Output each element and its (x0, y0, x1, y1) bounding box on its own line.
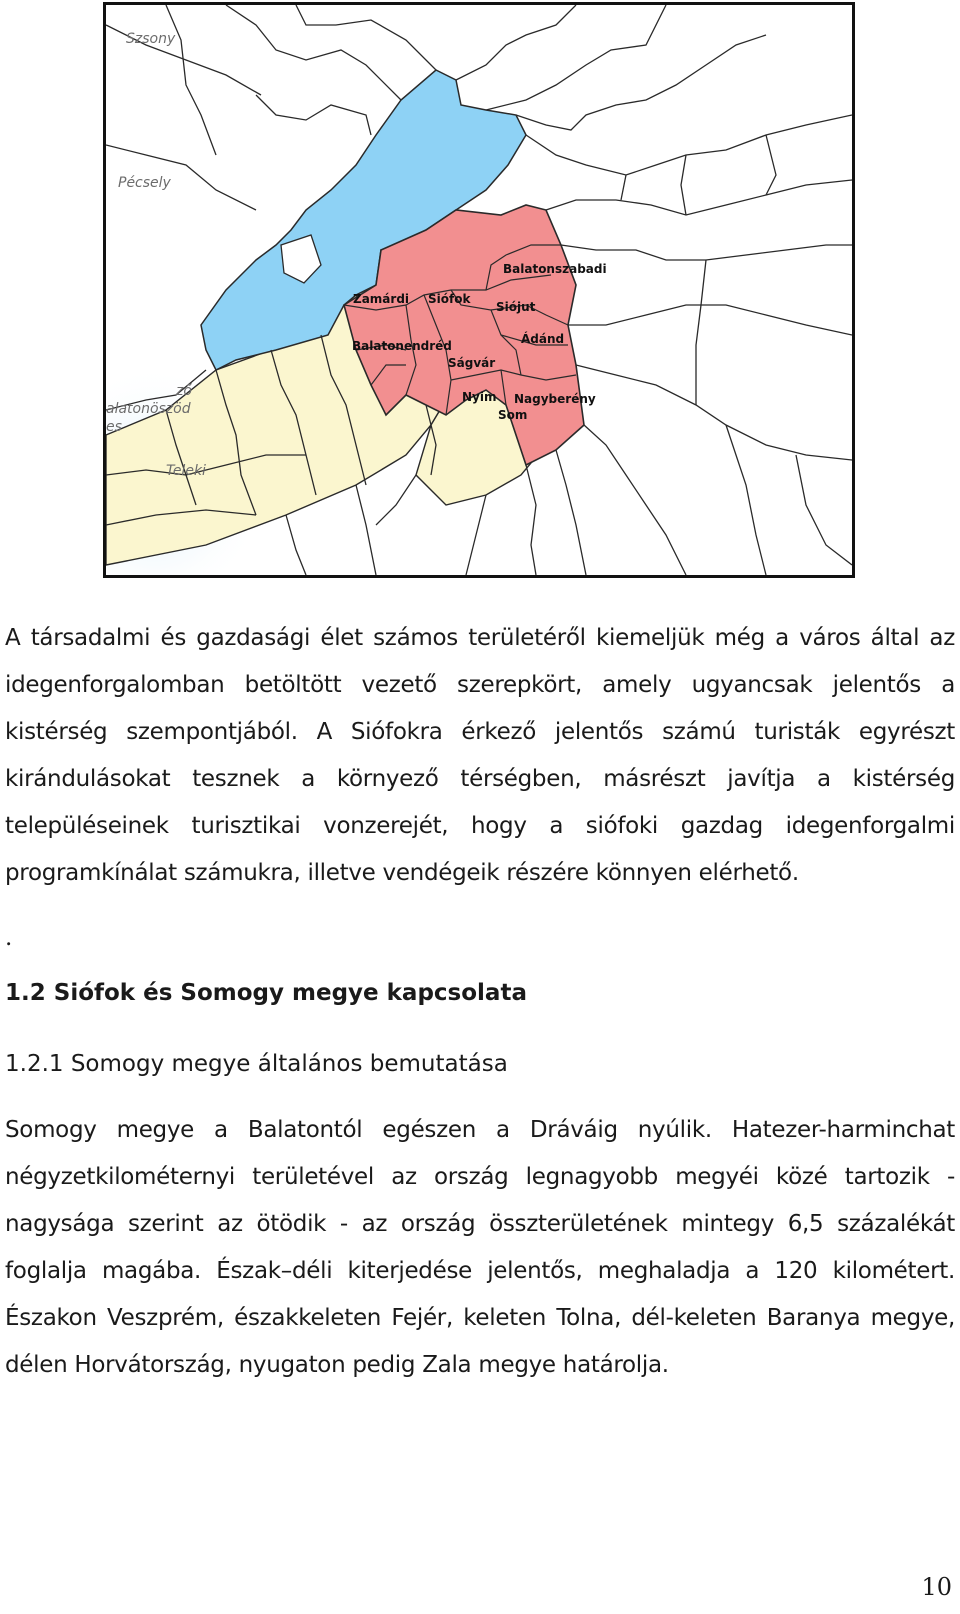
map-label-nyim: Nyim (462, 390, 497, 404)
map-label-teleki: Teleki (166, 463, 206, 479)
map-label-balatonendred: Balatonendréd (352, 339, 452, 353)
map-svg (106, 5, 852, 575)
map-label-nagybereny: Nagyberény (514, 392, 596, 406)
paragraph-tourism: A társadalmi és gazdasági élet számos területéről kiemeljük még a város által az idegenforgalomban betöltött vezető szerepkört, amely ugyancsak jelentős a kistérség szempontjából. A Siófokra érkező jelentős számú turisták egyrészt kirándulásokat tesznek a környező térségben, másrészt javítja a kistérség településeinek turisztikai vonzerejét, hogy a siófoki gazdag idegenforgalmi programkínálat számukra, illetve vendégeik részére könnyen elérhető. (5, 625, 955, 886)
kisterseg-map (103, 2, 855, 578)
section-heading: 1.2 Siófok és Somogy megye kapcsolata (5, 980, 527, 1006)
map-label-balatonoszod: alatonöszöd (106, 401, 191, 417)
paragraph-somogy: Somogy megye a Balatontól egészen a Dráváig nyúlik. Hatezer-harminchat négyzetkilométernyi területével az ország legnagyobb megyéi közé tartozik - nagysága szerint az ötödik - az ország összterületének mintegy 6,5 százalékát foglalja magába. Észak–déli kiterjedése jelentős, meghaladja a 120 kilométert. Északon Veszprém, északkeleten Fejér, keleten Tolna, dél-keleten Baranya megye, délen Horvátország, nyugaton pedig Zala megye határolja. (5, 1117, 955, 1378)
map-label-pecsely: Pécsely (118, 175, 171, 191)
map-label-es: es (106, 419, 122, 435)
map-label-siofok: Siófok (428, 292, 471, 306)
map-label-adand: Ádánd (521, 332, 565, 346)
map-label-siojut: Siójut (496, 300, 536, 314)
map-label-sagvar: Ságvár (448, 356, 496, 370)
stray-dot: . (5, 925, 13, 951)
map-label-balatonszabadi: Balatonszabadi (503, 262, 607, 276)
subsection-heading: 1.2.1 Somogy megye általános bemutatása (5, 1051, 508, 1077)
page-number: 10 (921, 1573, 952, 1601)
map-label-zo: ző (176, 383, 192, 399)
map-label-zamardi: Zamárdi (353, 292, 410, 306)
map-label-szsony: Szsony (126, 31, 176, 47)
map-label-som: Som (498, 408, 528, 422)
